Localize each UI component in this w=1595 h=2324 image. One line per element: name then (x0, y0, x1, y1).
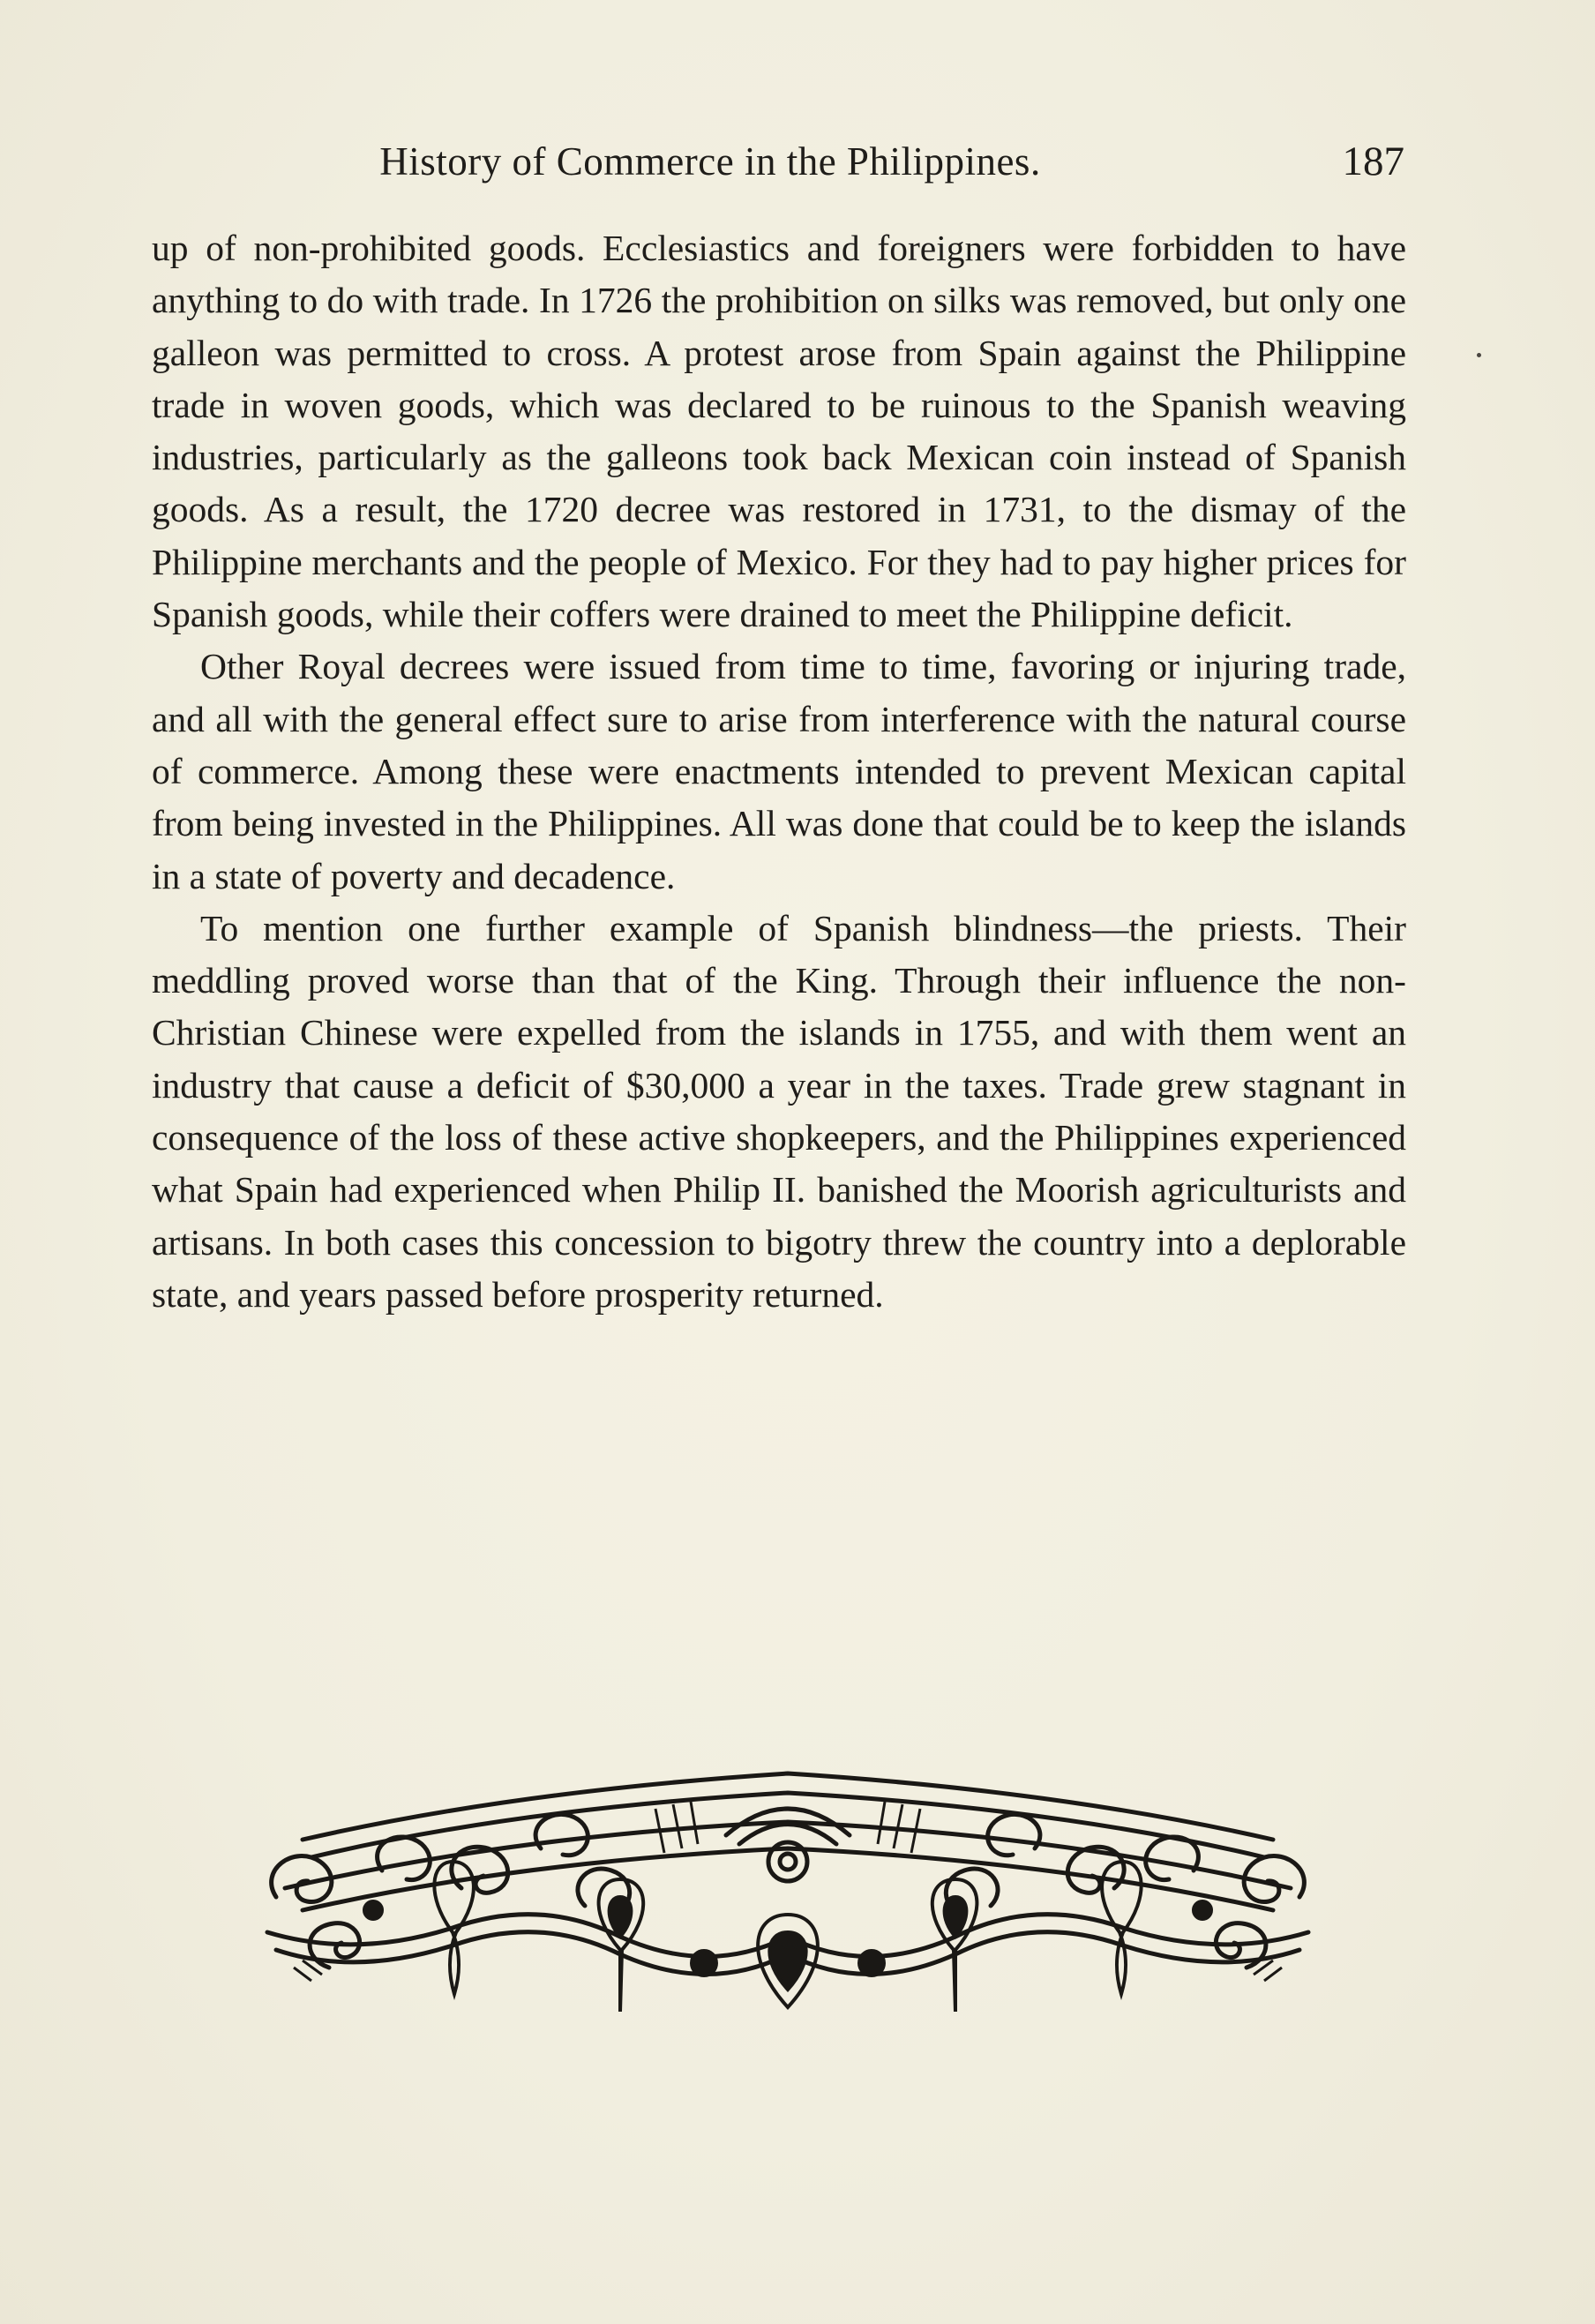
running-title: History of Commerce in the Philippines. (379, 139, 1041, 184)
body-text (152, 222, 1406, 1321)
page-number: 187 (1342, 139, 1404, 184)
paragraph-3: To mention one further example of Spanish blindness—the priests. Their meddling proved worse than that of the King. Through their influence the non-Christian Chinese were expelled from the islands in 1755, and with them went an industry that cause a deficit of $30,000 a year in the taxes. Trade grew stagnant in consequence of the loss of these active shopkeepers, and the Philippines experienced what Spain had experienced when Philip II. banished the Moorish agriculturists and artisans. In both cases this concession to bigotry threw the country into a deplorable state, and years passed before prosperity returned. (152, 907, 1406, 1315)
margin-mark (1477, 353, 1481, 357)
ornamental-tailpiece-icon (250, 1756, 1326, 2020)
running-head (150, 131, 1404, 192)
paragraph-2: Other Royal decrees were issued from time to time, favoring or injuring trade, and all with the general effect sure to arise from interference with the natural course of commerce. Among these were enactments intended to prevent Mexican capital from being invested in the Philippines. All was done that could be to keep the islands in a state of poverty and decadence. (152, 646, 1406, 896)
paragraph-1: up of non-prohibited goods. Ecclesiastics and foreigners were forbidden to have anything to do with trade. In 1726 the prohibition on silks was removed, but only one galleon was permitted to cross. A protest arose from Spain against the Philippine trade in woven goods, which was declared to be ruinous to the Spanish weaving industries, particularly as the galleons took back Mexican coin instead of Spanish goods. As a result, the 1720 decree was restored in 1731, to the dismay of the Philippine merchants and the people of Mexico. For they had to pay higher prices for Spanish goods, while their coffers were drained to meet the Philippine deficit. (152, 228, 1406, 635)
